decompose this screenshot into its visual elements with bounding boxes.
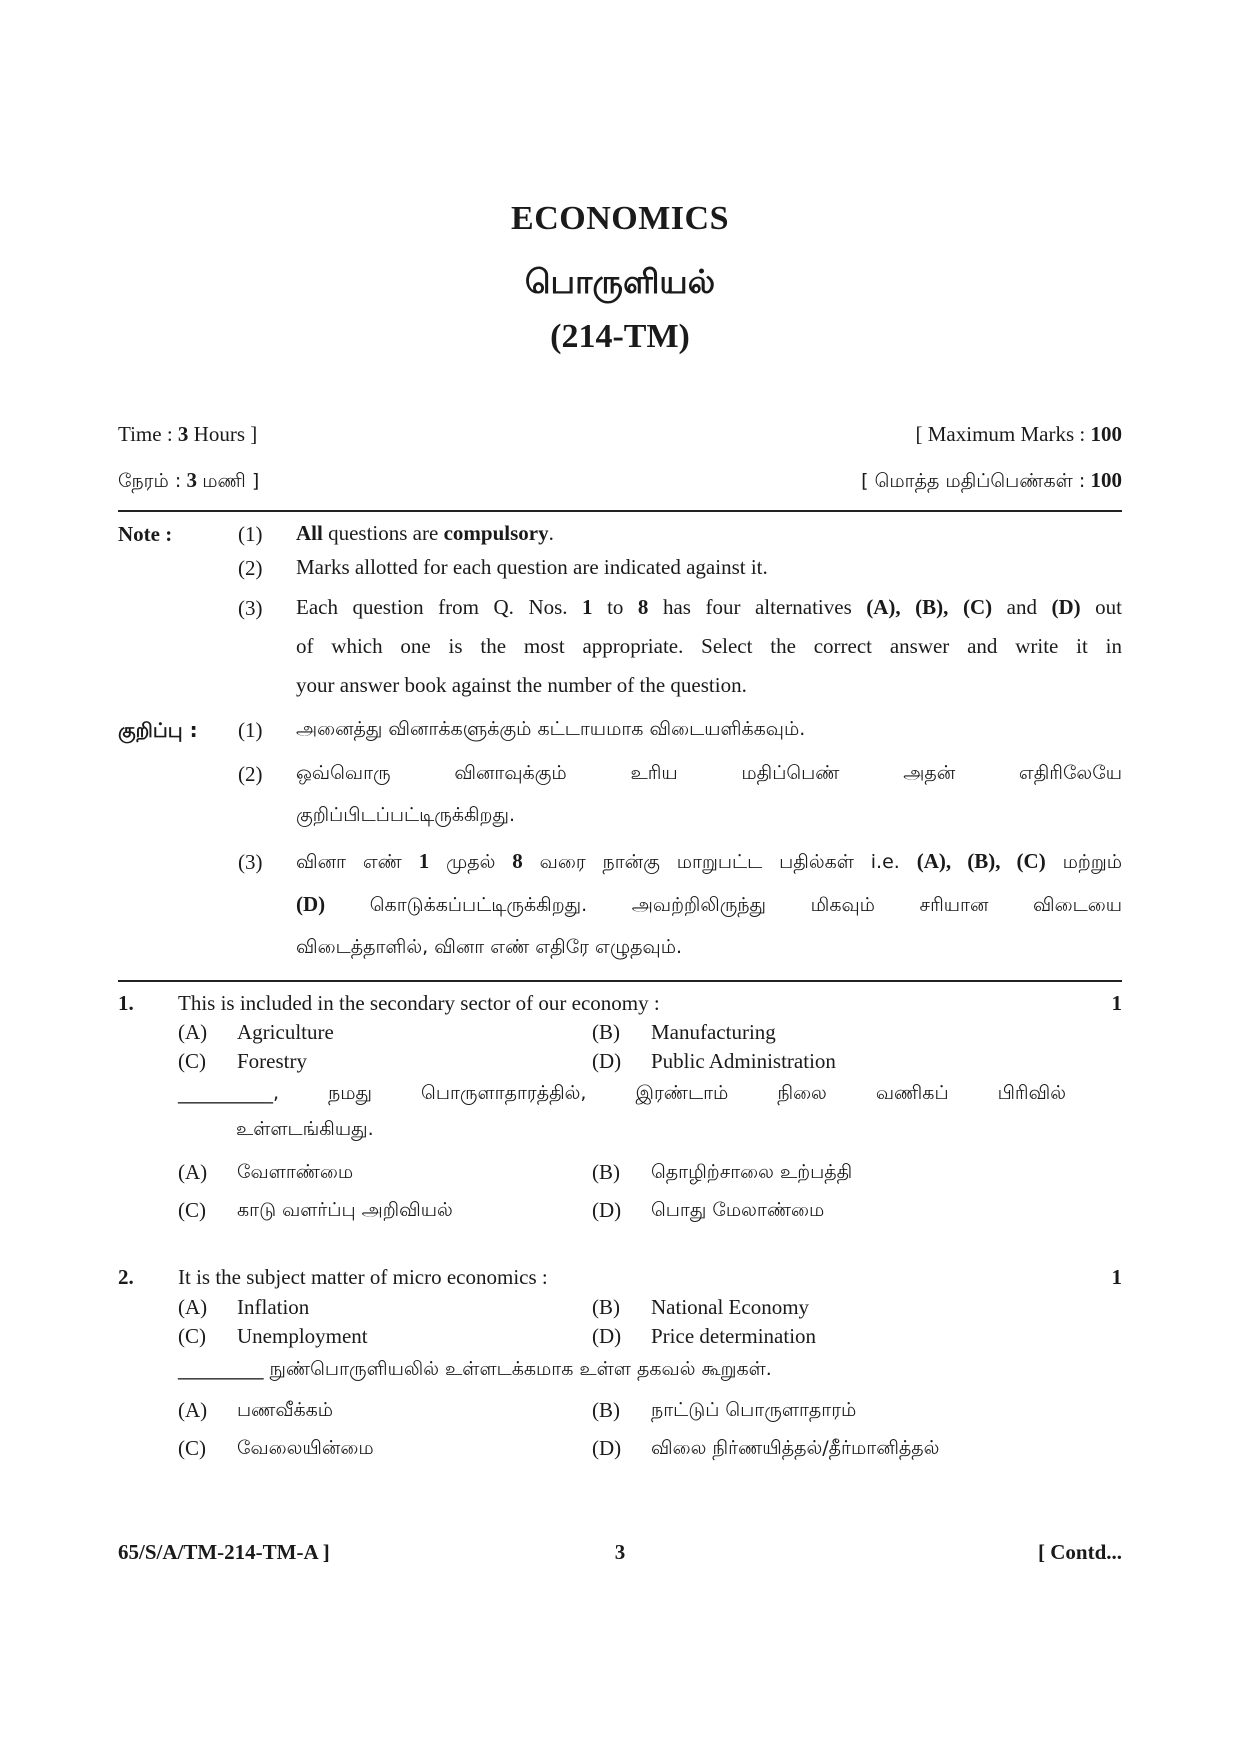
q1-option-c-label-tamil: (C) xyxy=(178,1198,206,1222)
q2-option-b-label-tamil: (B) xyxy=(592,1398,620,1422)
question-1-tamil-line-2: உள்ளடங்கியது. xyxy=(236,1118,374,1140)
title-tamil: பொருளியல் xyxy=(524,262,716,301)
q2-option-c-text: Unemployment xyxy=(237,1324,368,1348)
q1-option-d-label-tamil: (D) xyxy=(592,1198,622,1222)
note-label: Note : xyxy=(118,522,173,546)
note-item-number: (3) xyxy=(238,596,263,620)
note-text-segment: has four alternatives xyxy=(648,595,867,619)
q2-option-c-text-tamil: வேலையின்மை xyxy=(237,1437,374,1459)
note-tamil-item-1: அனைத்து வினாக்களுக்கும் கட்டாயமாக விடையளிக்கவும். xyxy=(296,718,806,740)
note-item-number: (1) xyxy=(238,522,263,546)
note-text-segment: மற்றும் xyxy=(1045,851,1123,873)
question-2-marks: 1 xyxy=(1111,1265,1122,1289)
q1-option-b-text-tamil: தொழிற்சாலை உற்பத்தி xyxy=(651,1161,853,1183)
note-item-3 xyxy=(296,588,1122,705)
q2-option-b-text: National Economy xyxy=(651,1295,810,1319)
question-2-text-tamil xyxy=(178,1351,1066,1387)
note-item-number: (1) xyxy=(238,718,263,742)
q1-option-a-label-tamil: (A) xyxy=(178,1160,208,1184)
note-bold: (A), (B), (C) xyxy=(866,595,993,619)
note-text-segment: to xyxy=(592,595,638,619)
time-english xyxy=(118,422,257,447)
q2-option-d-label-tamil: (D) xyxy=(592,1436,622,1460)
q2-option-c-label: (C) xyxy=(178,1324,206,1348)
marks-value-tamil: 100 xyxy=(1090,468,1122,492)
q1-option-d-label: (D) xyxy=(592,1049,622,1073)
note-bold: 8 xyxy=(637,595,649,619)
note-text-segment: questions are xyxy=(322,521,444,545)
footer-page-number: 3 xyxy=(614,1540,626,1564)
time-value: 3 xyxy=(177,422,189,446)
q1-option-a-label: (A) xyxy=(178,1020,208,1044)
note-bold: (D) xyxy=(1051,595,1081,619)
question-1-text: This is included in the secondary sector of our economy : xyxy=(178,991,660,1015)
marks-label-tamil: [ மொத்த மதிப்பெண்கள் : xyxy=(861,470,1086,492)
q2-option-a-text-tamil: பணவீக்கம் xyxy=(237,1399,334,1421)
time-unit: Hours ] xyxy=(193,422,258,446)
note-bold: 1 xyxy=(582,595,593,619)
note-tamil-item-2-line-2: குறிப்பிடப்பட்டிருக்கிறது. xyxy=(296,804,516,826)
note-text-segment: முதல் xyxy=(429,851,513,873)
note-text-segment: கொடுக்கப்பட்டிருக்கிறது. அவற்றிலிருந்து மிகவும் சரியான விடையை xyxy=(325,894,1122,916)
max-marks-tamil xyxy=(861,468,1122,495)
time-unit-tamil: மணி ] xyxy=(202,470,260,492)
time-label-tamil: நேரம் : xyxy=(118,470,182,492)
note-item-2: Marks allotted for each question are indicated against it. xyxy=(296,555,768,579)
note-bold-all: All xyxy=(296,521,323,545)
q2-option-a-label: (A) xyxy=(178,1295,208,1319)
q2-option-d-label: (D) xyxy=(592,1324,622,1348)
title-english: ECONOMICS xyxy=(511,200,729,237)
note-bold: (A), (B), (C) xyxy=(916,849,1046,873)
divider-questions xyxy=(118,980,1122,982)
q1-option-a-text-tamil: வேளாண்மை xyxy=(237,1161,354,1183)
note-item-3-line-3: your answer book against the number of the question. xyxy=(296,673,747,697)
note-item-3-line-1 xyxy=(296,588,1122,627)
footer-paper-code: 65/S/A/TM-214-TM-A ] xyxy=(118,1540,330,1564)
q1-option-d-text: Public Administration xyxy=(651,1049,836,1073)
q1-option-c-label: (C) xyxy=(178,1049,206,1073)
marks-label: [ Maximum Marks : xyxy=(915,422,1086,446)
note-text-segment: வரை நான்கு மாறுபட்ட பதில்கள் i.e. xyxy=(522,851,917,873)
question-1-number: 1. xyxy=(118,991,134,1015)
q2-option-d-text-tamil: விலை நிர்ணயித்தல்/தீர்மானித்தல் xyxy=(651,1437,940,1459)
question-2-tamil-line-1: _________ நுண்பொருளியலில் உள்ளடக்கமாக உள்ள தகவல் கூறுகள். xyxy=(178,1358,772,1380)
max-marks-english xyxy=(916,422,1122,447)
q2-option-b-label: (B) xyxy=(592,1295,620,1319)
note-bold: (D) xyxy=(296,892,326,916)
q2-option-c-label-tamil: (C) xyxy=(178,1436,206,1460)
note-item-number: (2) xyxy=(238,762,263,786)
subject-code: (214-TM) xyxy=(550,318,690,355)
divider-top xyxy=(118,510,1122,512)
q1-option-d-text-tamil: பொது மேலாண்மை xyxy=(651,1199,825,1221)
q2-option-a-text: Inflation xyxy=(237,1295,310,1319)
note-tamil-item-3-line-3: விடைத்தாளில், வினா எண் எதிரே எழுதவும். xyxy=(296,936,683,958)
footer-contd: [ Contd... xyxy=(1037,1540,1122,1564)
note-bold: 8 xyxy=(512,849,523,873)
note-item-3-line-2: of which one is the most appropriate. Select the correct answer and write it in xyxy=(296,634,1122,658)
note-label-tamil: குறிப்பு : xyxy=(118,718,198,742)
marks-value: 100 xyxy=(1090,422,1122,446)
q1-option-b-text: Manufacturing xyxy=(651,1020,776,1044)
note-text-segment: வினா எண் xyxy=(296,851,419,873)
question-1-marks: 1 xyxy=(1111,991,1122,1015)
note-text-segment: . xyxy=(548,521,554,545)
question-1-tamil-line-1: __________, நமது பொருளாதாரத்தில், இரண்டாம் நிலை வணிகப் பிரிவில் xyxy=(178,1082,1066,1104)
time-label: Time : xyxy=(118,422,173,446)
question-2-text: It is the subject matter of micro economics : xyxy=(178,1265,548,1289)
note-tamil-item-3-line-1 xyxy=(296,840,1122,883)
q2-option-b-text-tamil: நாட்டுப் பொருளாதாரம் xyxy=(651,1399,857,1421)
note-bold: 1 xyxy=(418,849,430,873)
question-1-text-tamil xyxy=(178,1075,1066,1147)
time-tamil xyxy=(118,468,259,495)
question-2-number: 2. xyxy=(118,1265,134,1289)
note-tamil-item-3 xyxy=(296,840,1122,968)
q1-option-a-text: Agriculture xyxy=(237,1020,334,1044)
time-value-tamil: 3 xyxy=(186,468,197,492)
q2-option-d-text: Price determination xyxy=(651,1324,817,1348)
q1-option-b-label-tamil: (B) xyxy=(592,1160,620,1184)
note-text-segment: and xyxy=(992,595,1052,619)
q2-option-a-label-tamil: (A) xyxy=(178,1398,208,1422)
q1-option-c-text-tamil: காடு வளர்ப்பு அறிவியல் xyxy=(237,1199,453,1221)
note-bold-compulsory: compulsory xyxy=(443,521,549,545)
note-tamil-item-2 xyxy=(296,752,1122,836)
q1-option-c-text: Forestry xyxy=(237,1049,307,1073)
note-tamil-item-2-line-1: ஒவ்வொரு வினாவுக்கும் உரிய மதிப்பெண் அதன் எதிரிலேயே xyxy=(296,762,1122,784)
note-text-segment: Each question from Q. Nos. xyxy=(296,595,583,619)
note-item-number: (3) xyxy=(238,850,263,874)
q1-option-b-label: (B) xyxy=(592,1020,620,1044)
note-text-segment: out xyxy=(1080,595,1122,619)
note-item-number: (2) xyxy=(238,556,263,580)
note-tamil-item-3-line-2 xyxy=(296,883,1122,926)
